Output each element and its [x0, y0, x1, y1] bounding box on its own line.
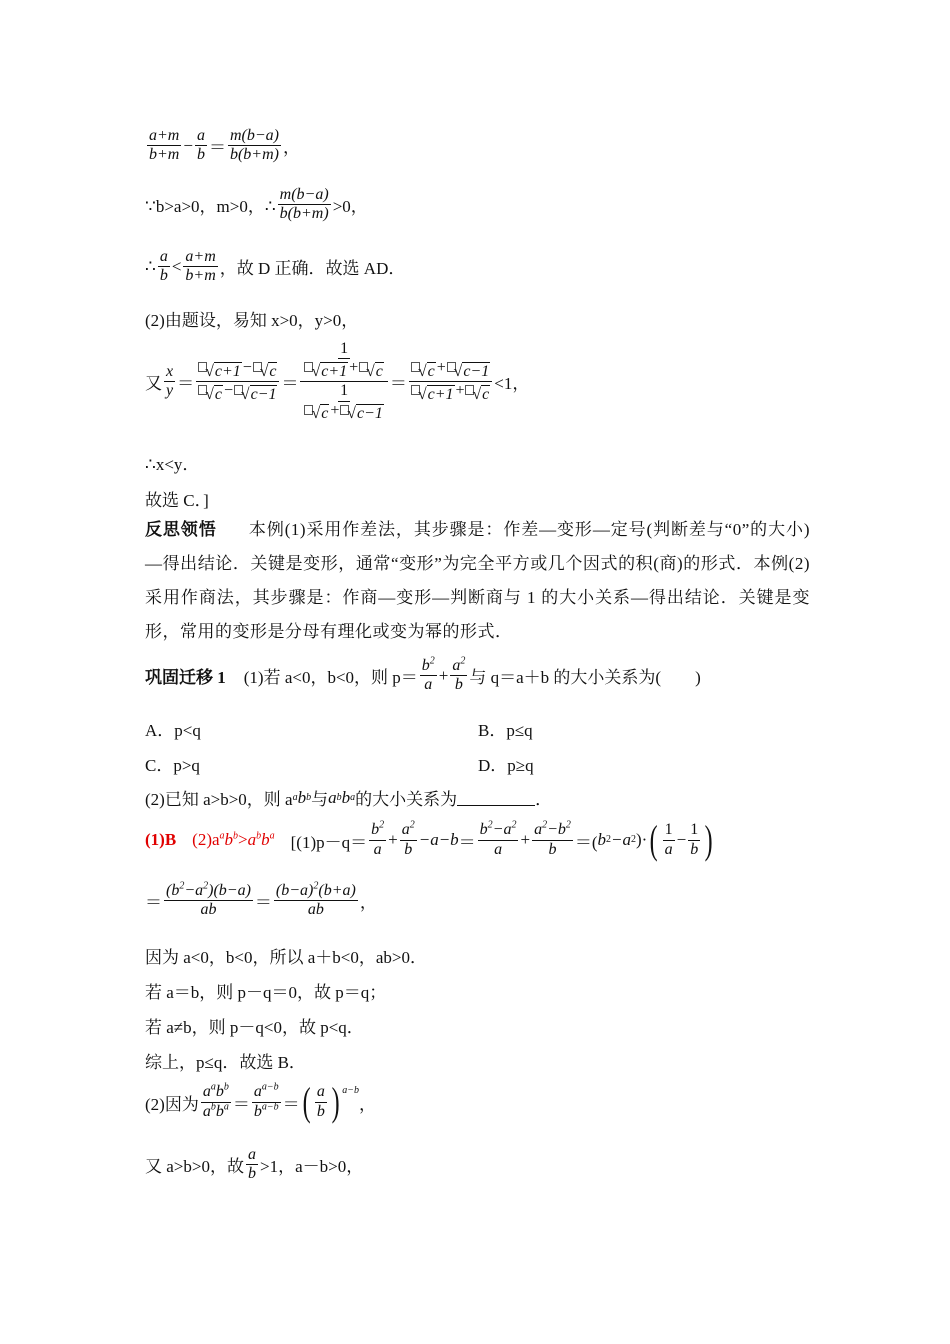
equation-quotient-power: (2)因为 $\frac{a^ab^b}{a^bb^a}$ ＝ $\frac{a^{a-b}}{b^{a-b}}$ ＝ ( $\frac{a}{b}$ ) a−b ， [145, 1079, 376, 1124]
reflection-paragraph [145, 513, 810, 649]
if-equal-line: 若 a＝b，则 p－q＝0，故 p＝q； [145, 983, 387, 1002]
equation-sign-positive: ∵b>a>0，m>0，∴ $\frac{m(b-a)}{b(b+m)}$ >0， [145, 186, 368, 223]
answer-blank[interactable] [457, 789, 535, 806]
exercise-question-1: 巩固迁移 1 (1)若 a<0，b<0，则 p＝ $\frac{b^2}{a}$ + $\frac{a^2}{b}$ 与 q＝a＋b 的大小关系为( ) [145, 655, 701, 694]
reflection-body: 本例(1)采用作差法，其步骤是：作差—变形—定号(判断差与“0”的大小)—得出结论．关键是变形，通常“变形”为完全平方或几个因式的积(商)的形式．本例(2)采用作商法，其步骤是：作商—变形—判断商与 1 的大小关系—得出结论．关键是变形，常用的变形是分母有理化或变为幂的形式． [145, 520, 811, 641]
again-line: 又 a>b>0，故 $\frac{a}{b}$ >1，a－b>0， [145, 1146, 364, 1183]
option-C[interactable]: C．p>q [145, 756, 200, 775]
summary-line: 综上，p≤q．故选 B． [145, 1053, 306, 1072]
answer-2: $(2)a^ab^b>a^bb^a$ [192, 830, 275, 849]
because-line: 因为 a<0，b<0，所以 a＋b<0，ab>0． [145, 948, 427, 967]
part2-intro: (2)由题设，易知 x>0，y>0， [145, 311, 359, 330]
choose-C: 故选 C．] [145, 491, 209, 510]
equation-continuation: ＝ $\frac{(b^2-a^2)(b-a)}{ab}$ ＝ $\frac{(b-a)^2(b+a)}{ab}$ ， [145, 880, 377, 919]
answer-line: (1)B $(2)a^ab^b>a^bb^a$ [(1)p－q＝ $\frac{b^2}{a}$ + $\frac{a^2}{b}$ −a−b ＝ $\frac{b^2-a^2}{a}$ + $\frac{a^2-b^2}{b}$ ＝( b 2 −a 2 )· ( $\frac{1}{a}$ − $\frac{1}{b}$ ) [145, 817, 713, 862]
conclusion-x-less-y: ∴x<y． [145, 455, 200, 474]
exercise-question-2: (2)已知 a>b>0，则 a a b b 与 a b b a 的大小关系为 ． [145, 787, 553, 809]
answer-1: (1)B [145, 830, 177, 849]
reflection-title: 反思领悟 [145, 520, 217, 539]
equation-quotient: 又 $\frac{x}{y}$ ＝ √ c+1 − √ c √ c − √ c−1 ＝ 1 √ c+1 + √ c 1 √ c + √ c−1 ＝ √ c + √ c−1 √ c+1 + √ c <1， [145, 340, 530, 423]
equation-conclusion-D: ∴ $\frac{a}{b}$ < $\frac{a+m}{b+m}$ ，故 D 正确．故选 AD． [145, 248, 406, 285]
option-A[interactable]: A．p<q [145, 721, 201, 740]
if-not-equal-line: 若 a≠b，则 p－q<0，故 p<q． [145, 1018, 364, 1037]
option-D[interactable]: D．p≥q [478, 756, 534, 775]
equation-difference: $\frac{a+m}{b+m}$ − $\frac{a}{b}$ ＝ $\frac{m(b-a)}{b(b+m)}$ ， [149, 127, 300, 164]
option-B[interactable]: B．p≤q [478, 721, 533, 740]
